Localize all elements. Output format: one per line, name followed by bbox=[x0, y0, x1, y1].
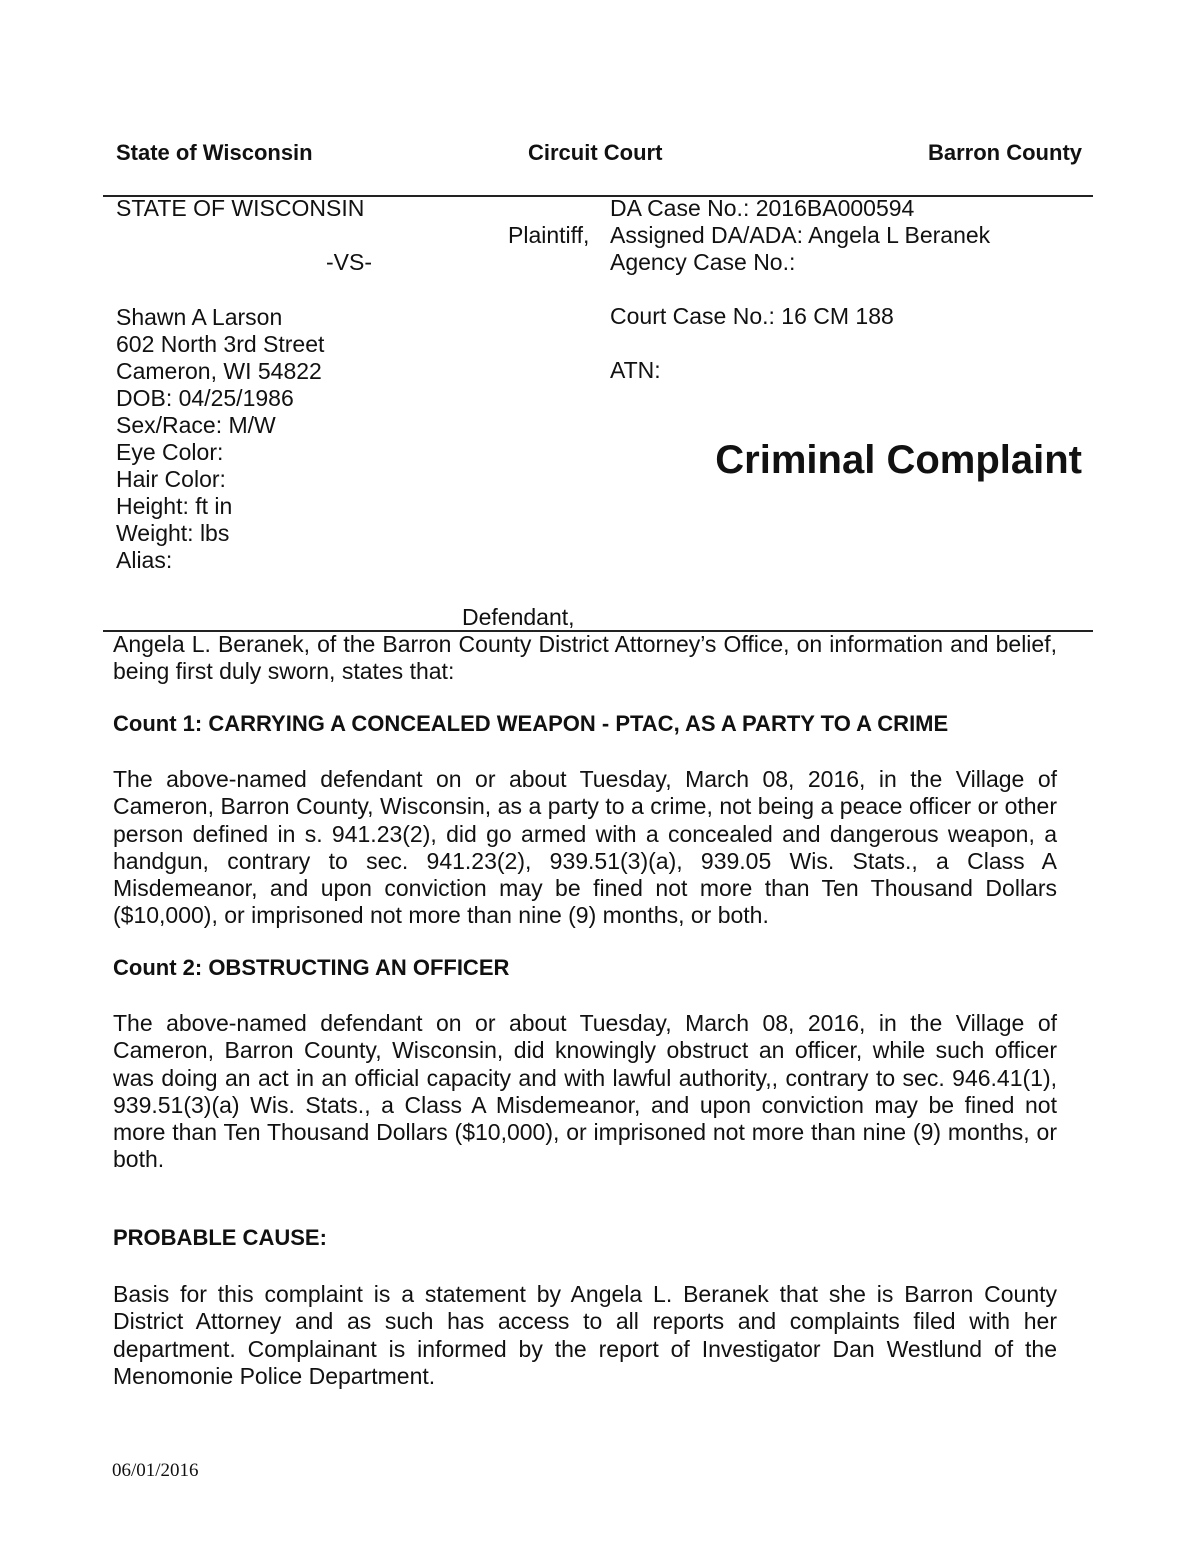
intro-paragraph: Angela L. Beranek, of the Barron County District Attorney’s Office, on information and belief, being first duly sworn, states that: bbox=[113, 631, 1057, 685]
defendant-eye-color: Eye Color: bbox=[116, 439, 224, 465]
header-state: State of Wisconsin bbox=[116, 140, 313, 165]
plaintiff-label: Plaintiff, bbox=[508, 222, 590, 248]
da-case-number: DA Case No.: 2016BA000594 bbox=[610, 195, 915, 221]
defendant-alias: Alias: bbox=[116, 547, 173, 573]
case-info-block bbox=[610, 195, 990, 384]
versus-label: -VS- bbox=[326, 249, 372, 275]
defendant-city: Cameron, WI 54822 bbox=[116, 358, 322, 384]
plaintiff-name: STATE OF WISCONSIN bbox=[116, 195, 365, 221]
assigned-da: Assigned DA/ADA: Angela L Beranek bbox=[610, 222, 991, 248]
agency-case-number: Agency Case No.: bbox=[610, 249, 796, 275]
count-1-heading: Count 1: CARRYING A CONCEALED WEAPON - PTAC, AS A PARTY TO A CRIME bbox=[113, 711, 949, 736]
footer-date: 06/01/2016 bbox=[112, 1460, 199, 1481]
count-2-heading: Count 2: OBSTRUCTING AN OFFICER bbox=[113, 955, 510, 980]
defendant-dob: DOB: 04/25/1986 bbox=[116, 385, 294, 411]
caption-left-block bbox=[116, 195, 364, 222]
defendant-height: Height: ft in bbox=[116, 493, 233, 519]
atn: ATN: bbox=[610, 357, 661, 383]
court-case-number: Court Case No.: 16 CM 188 bbox=[610, 303, 894, 329]
defendant-name: Shawn A Larson bbox=[116, 304, 283, 330]
defendant-weight: Weight: lbs bbox=[116, 520, 230, 546]
probable-cause-text: Basis for this complaint is a statement by Angela L. Beranek that she is Barron County District Attorney and as such has access to all reports and complaints filed with her department. Complainant is informed by the report of Investigator Dan Westlund of the Menomonie Police Department. bbox=[113, 1281, 1057, 1389]
defendant-label: Defendant, bbox=[462, 604, 575, 630]
count-1-text: The above-named defendant on or about Tuesday, March 08, 2016, in the Village of Cameron, Barron County, Wisconsin, as a party to a crime, not being a peace officer or other person defined in s. 941.23(2), did go armed with a concealed and dangerous weapon, a handgun, contrary to sec. 941.23(2), 939.51(3)(a), 939.05 Wis. Stats., a Class A Misdemeanor, and upon conviction may be fined not more than Ten Thousand Dollars ($10,000), or imprisoned not more than nine (9) months, or both. bbox=[113, 766, 1057, 929]
defendant-details bbox=[116, 304, 324, 574]
defendant-hair-color: Hair Color: bbox=[116, 466, 226, 492]
probable-cause-heading: PROBABLE CAUSE: bbox=[113, 1225, 327, 1250]
count-2-text: The above-named defendant on or about Tuesday, March 08, 2016, in the Village of Cameron, Barron County, Wisconsin, did knowingly obstruct an officer, while such officer was doing an act in an official capacity and with lawful authority,, contrary to sec. 946.41(1), 939.51(3)(a) Wis. Stats., a Class A Misdemeanor, and upon conviction may be fined not more than Ten Thousand Dollars ($10,000), or imprisoned not more than nine (9) months, or both. bbox=[113, 1010, 1057, 1173]
header-county: Barron County bbox=[928, 140, 1082, 165]
defendant-sex-race: Sex/Race: M/W bbox=[116, 412, 276, 438]
header-court: Circuit Court bbox=[528, 140, 663, 165]
defendant-street: 602 North 3rd Street bbox=[116, 331, 325, 357]
document-title: Criminal Complaint bbox=[715, 438, 1082, 482]
